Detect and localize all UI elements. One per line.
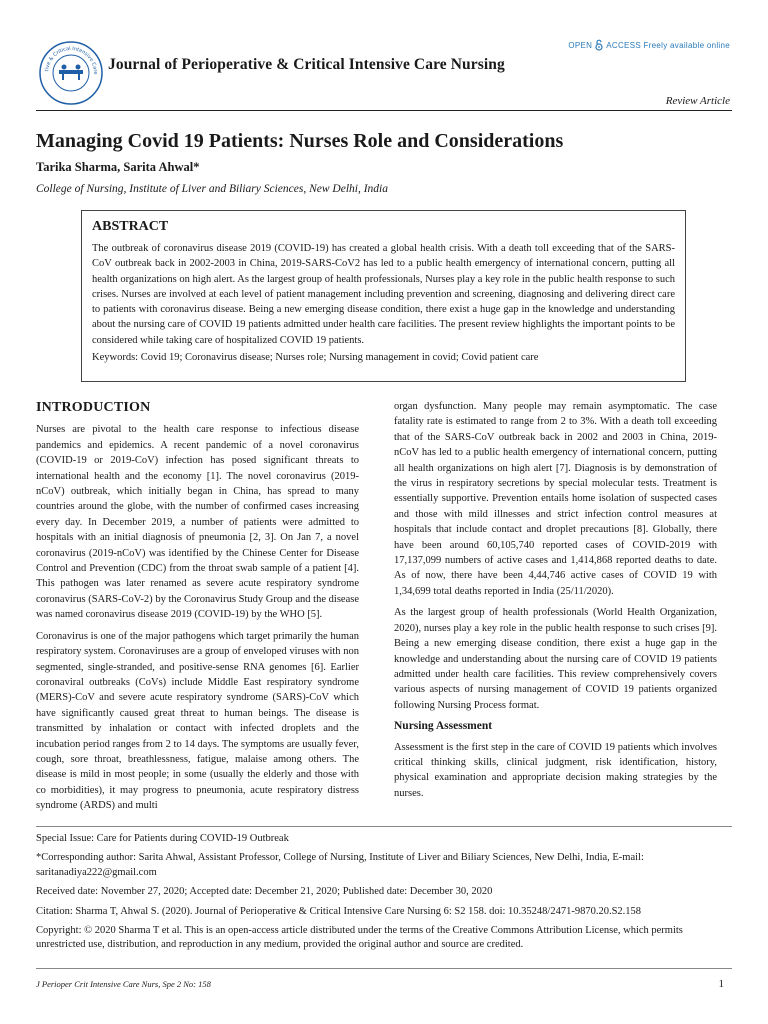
page-number: 1 <box>718 978 724 990</box>
open-access-text: ACCESS Freely available online <box>606 40 730 50</box>
open-lock-icon <box>594 39 604 51</box>
paragraph: As the largest group of health professionals (World Health Organization, 2020), nurses play a key role in the public health response to such crises [9]. Being a new emerging disease condition, there exist a huge gap in the knowledge and understanding about the nursing care of COVID 19 patients admitted under health care facilities. This review comprehensively covers various aspects of nursing management of COVID 19 patients organized following Nursing Process format. <box>394 607 717 711</box>
authors: Tarika Sharma, Sarita Ahwal* <box>36 160 200 174</box>
footer-divider <box>36 968 732 969</box>
journal-title: Journal of Perioperative & Critical Intensive Care Nursing <box>108 56 505 73</box>
abstract-box <box>81 210 686 382</box>
dates-note: Received date: November 27, 2020; Accepted date: December 21, 2020; Published date: December 30, 2020 <box>36 886 493 898</box>
abstract-text: The outbreak of coronavirus disease 2019 (COVID-19) has created a global health crisis. With a death toll exceeding that of the SARS-CoV outbreak back in 2002-2003 in China, 2019-SARS-CoV2 has led to a public health emergency of international concern, putting all health organizations on high alert. As the largest group of health professionals, Nurses play a key role in the public health response to such crises. Nurses are involved at each level of patient management including prevention and screening, diagnosing and delivering direct care to patients with coronavirus disease. Being a new emerging disease condition, there exist a huge gap in the knowledge and understanding about the nursing care of COVID 19 patients admitted under health care facilities. The present review highlights the important points to be considered while taking care of hospitalized COVID 19 patients. <box>92 243 675 346</box>
paragraph: organ dysfunction. Many people may remain asymptomatic. The case fatality rate is estimated to range from 2 to 3%. With a death toll exceeding that of the SARS-CoV outbreak back in 2002 and 2003 in China, 2019-nCoV has led to a public health emergency of international concern, putting all health organizations on high alert [7]. Diagnosis is by demonstration of the virus in respiratory secretions by special molecular tests. Treatment is essentially supportive. Prevention entails home isolation of suspected cases and those with mild illnesses and strict infection control measures at hospitals that include contact and droplet precautions [8]. Globally, there have been around 60,105,740 reported cases of COVID-2019 with 17,137,099 numbers of active cases and 1,414,868 reported deaths to date. As of now, there have been 4,44,746 active cases of COVID 19 with 1,34,699 total deaths reported in India (25/11/2020). <box>394 401 717 597</box>
article-type: Review Article <box>665 95 730 107</box>
journal-logo <box>38 40 104 106</box>
footnote-divider <box>36 826 732 827</box>
paragraph: Nurses are pivotal to the health care response to infectious disease pandemics and epidemics. A recent pandemic of a novel coronavirus (COVID-19 or 2019-CoV) infection has posed significant threats to international health and the economy [1]. The novel coronavirus (2019-nCoV) outbreak, which initially began in China, has spread to many countries around the globe, with the number of confirmed cases increasing every day. In December 2019, a number of patients were admitted to hospitals with an initial diagnosis of pneumonia [2, 3]. On Jan 7, a novel coronavirus (2019-nCoV) was identified by the Chinese Center for Disease Control and Prevention (CDC) from the throat swab sample of a patient [4]. This pathogen was later renamed as severe acute respiratory syndrome coronavirus (SARS-CoV-2) by the Coronavirus Study Group and the disease was named coronavirus disease 2019 (COVID-19) by the WHO [5]. <box>36 424 359 621</box>
open-access-open: OPEN <box>568 40 593 50</box>
paragraph: Assessment is the first step in the care of COVID 19 patients which involves critical thinking skills, clinical judgment, risk identification, history, physical examination and appropriate decision making strategies by the nurses. <box>394 741 717 799</box>
running-footer: J Perioper Crit Intensive Care Nurs, Spe 2 No: 158 <box>36 979 211 989</box>
footnotes <box>36 832 732 958</box>
logo-text: tive & Critical Intensive Care <box>44 45 99 75</box>
open-access-badge <box>568 39 730 51</box>
abstract-heading: ABSTRACT <box>92 219 169 234</box>
article-title: Managing Covid 19 Patients: Nurses Role and Considerations <box>36 130 564 152</box>
special-issue-note: Special Issue: Care for Patients during COVID-19 Outbreak <box>36 833 289 844</box>
keywords: Keywords: Covid 19; Coronavirus disease; Nurses role; Nursing management in covid; Covid patient care <box>92 352 539 364</box>
paragraph: Coronavirus is one of the major pathogens which target primarily the human respiratory system. Coronaviruses are a group of enveloped viruses with non segmented, single-stranded, and positive-sense RNA genomes [6]. Earlier coronaviral outbreaks (CoVs) include Middle East respiratory syndrome (MERS)-CoV and severe acute respiratory syndrome (SARS)-CoV which have significantly caused great threat to human beings. The disease is transmitted by inhalation or contact with infected droplets and the incubation period ranges from 2 to 14 days. The symptoms are usually fever, cough, sore throat, breathlessness, fatigue, malaise among others. The disease is mild in most people; in some (usually the elderly and those with co morbidities), it may progress to pneumonia, acute respiratory distress syndrome (ARDS) and multi <box>36 630 359 812</box>
header-divider <box>36 110 732 111</box>
copyright-note: Copyright: © 2020 Sharma T et al. This is an open-access article distributed under the terms of the Creative Commons Attribution License, which permits unrestricted use, distribution, and reproduction in any medium, provided the original author and source are credited. <box>36 925 683 951</box>
affiliation: College of Nursing, Institute of Liver and Biliary Sciences, New Delhi, India <box>36 183 388 195</box>
introduction-heading: INTRODUCTION <box>36 400 151 415</box>
nursing-assessment-heading: Nursing Assessment <box>394 720 493 733</box>
citation-note: Citation: Sharma T, Ahwal S. (2020). Journal of Perioperative & Critical Intensive Care Nursing 6: S2 158. doi: 10.35248/2471-9870.20.S2.158 <box>36 905 642 917</box>
left-column <box>36 400 359 814</box>
right-column <box>394 399 717 801</box>
correspondence-note: *Corresponding author: Sarita Ahwal, Assistant Professor, College of Nursing, Institute of Liver and Biliary Sciences, New Delhi, India, E-mail: saritanadiya222@gmail.com <box>36 852 644 878</box>
